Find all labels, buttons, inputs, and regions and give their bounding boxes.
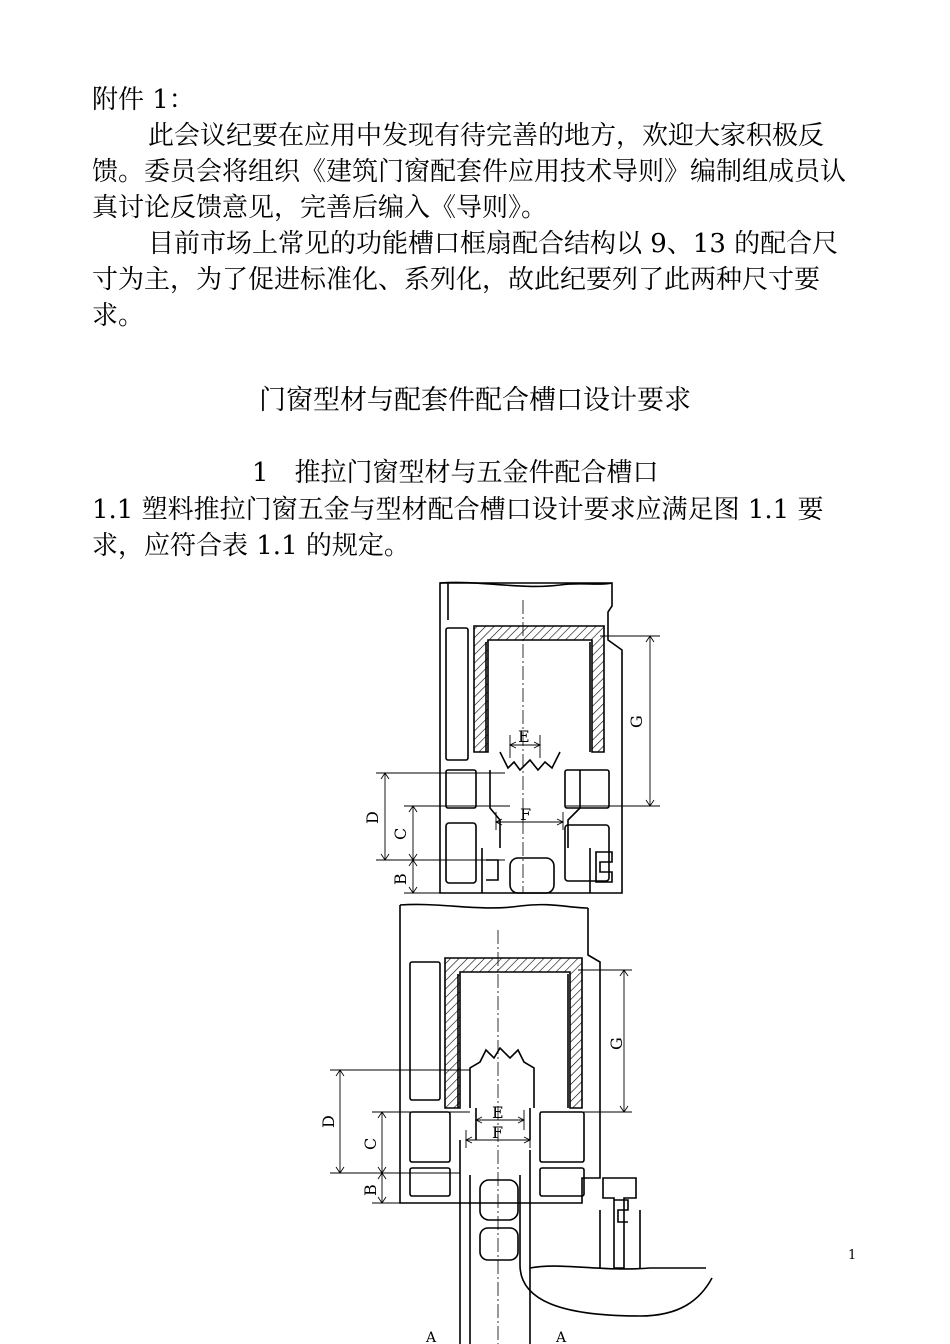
label-a-left: A [426,1330,437,1344]
label-f-bottom: F [492,1123,504,1142]
label-b-top: B [391,873,410,885]
top-dimensions [376,636,660,893]
label-c-bottom: C [361,1137,380,1150]
label-g-bottom: G [607,1037,626,1050]
section-heading: 1 推拉门窗型材与五金件配合槽口 [252,458,659,488]
label-b-bottom: B [361,1184,380,1196]
main-title: 门窗型材与配套件配合槽口设计要求 [259,385,691,416]
paragraph-2: 目前市场上常见的功能槽口框扇配合结构以 9、13 的配合尺寸为主，为了促进标准化、系列化，故此纪要列了此两种尺寸要求。 [92,229,839,331]
label-d-bottom: D [319,1115,338,1128]
section-paragraph: 1.1 塑料推拉门窗五金与型材配合槽口设计要求应满足图 1.1 要求，应符合表 1.1 的规定。 [92,495,824,561]
label-g-top: G [627,715,646,728]
top-profile [440,582,622,893]
label-d-top: D [363,811,382,824]
bottom-dimensions [330,970,632,1203]
label-a-right: A [556,1330,567,1344]
attachment-label: 附件 1： [92,85,195,115]
label-f-top: F [520,805,532,824]
paragraph-1: 此会议纪要在应用中发现有待完善的地方，欢迎大家积极反馈。委员会将组织《建筑门窗配套件应用技术导则》编制组成员认真讨论反馈意见，完善后编入《导则》。 [92,121,847,223]
label-e-top: E [518,727,530,746]
page-number: 1 [848,1248,857,1263]
label-c-top: C [391,827,410,840]
bottom-profile [400,904,712,1344]
label-e-bottom: E [492,1103,504,1122]
